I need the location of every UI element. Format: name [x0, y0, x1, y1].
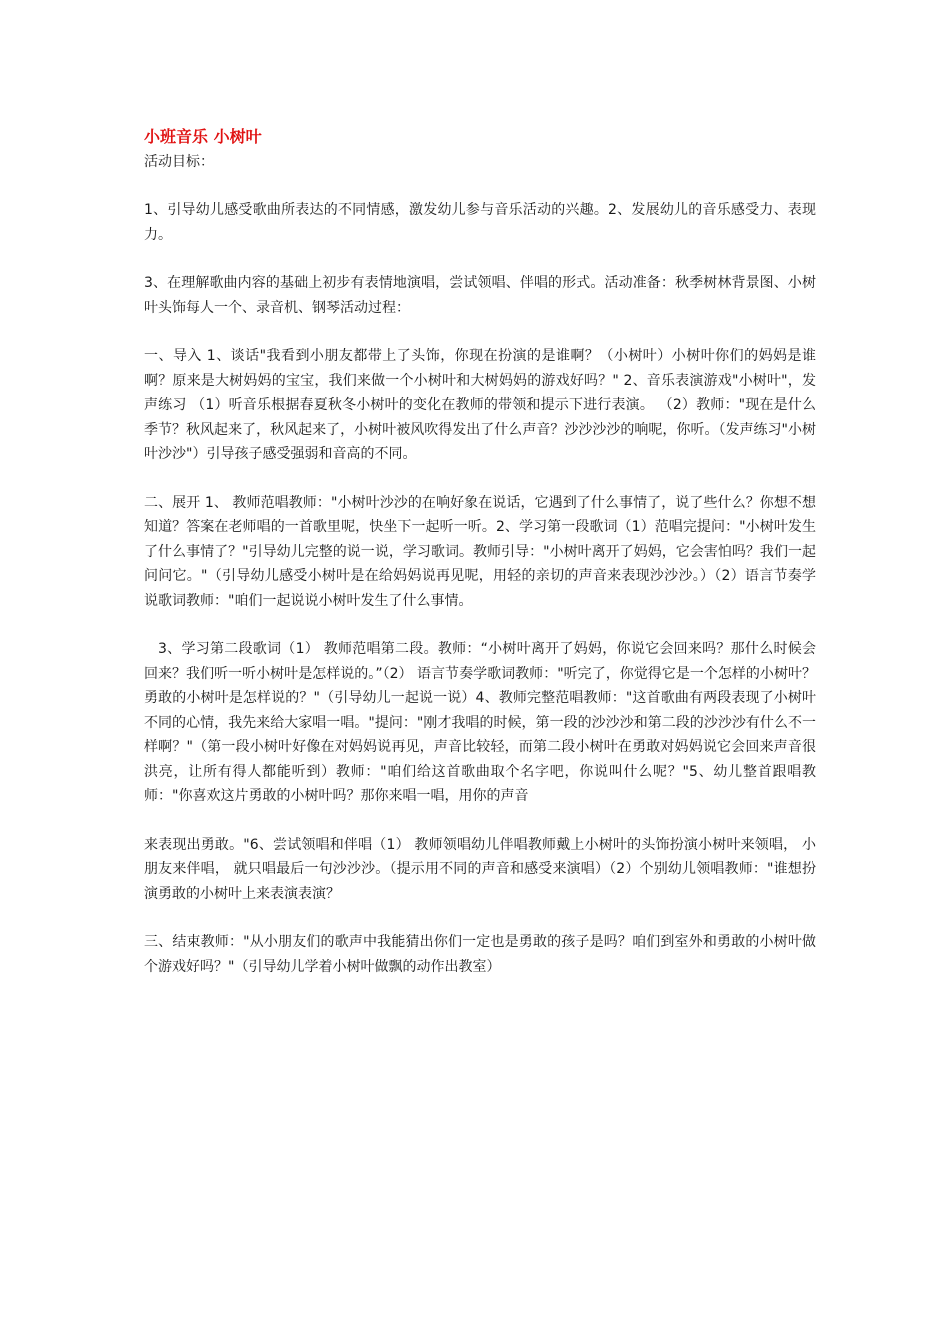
paragraph-conclusion: 三、结束教师："从小朋友们的歌声中我能猜出你们一定也是勇敢的孩子是吗？咱们到室外和勇敢的小树叶做个游戏好吗？"（引导幼儿学着小树叶做飘的动作出教室） [144, 934, 816, 975]
document-page [144, 124, 816, 979]
paragraph-second-verse: 3、学习第二段歌词（1） 教师范唱第二段。教师：“小树叶离开了妈妈，你说它会回来吗？那什么时候会回来？我们听一听小树叶是怎样说的。”（2） 语言节奏学歌词教师："听完了，你觉得它是一个怎样的小树叶？勇敢的小树叶是怎样说的？"（引导幼儿一起说一说）4、教师完整范唱教师："这首歌曲有两段表现了小树叶不同的心情，我先来给大家唱一唱。"提问："刚才我唱的时候，第一段的沙沙沙和第二段的沙沙沙有什么不一样啊？"（第一段小树叶好像在对妈妈说再见，声音比较轻，而第二段小树叶在勇敢对妈妈说它会回来声音很洪亮，让所有得人都能听到）教师："咱们给这首歌曲取个名字吧，你说叫什么呢？"5、幼儿整首跟唱教师："你喜欢这片勇敢的小树叶吗？那你来唱一唱，用你的声音 [144, 641, 816, 804]
paragraph-introduction: 一、导入 1、谈话"我看到小朋友都带上了头饰，你现在扮演的是谁啊？（小树叶）小树叶你们的妈妈是谁啊？原来是大树妈妈的宝宝，我们来做一个小树叶和大树妈妈的游戏好吗？" 2、音乐表演游戏"小树叶"，发声练习 （1）听音乐根据春夏秋冬小树叶的变化在教师的带领和提示下进行表演。 （2）教师："现在是什么季节？秋风起来了，秋风起来了，小树叶被风吹得发出了什么声音？沙沙沙沙的响呢，你听。（发声练习"小树叶沙沙"）引导孩子感受强弱和音高的不同。 [144, 348, 816, 462]
document-title: 小班音乐 小树叶 [144, 127, 262, 146]
paragraph-goals-1-2: 1、引导幼儿感受歌曲所表达的不同情感，激发幼儿参与音乐活动的兴趣。2、发展幼儿的音乐感受力、表现力。 [144, 202, 816, 243]
goal-heading: 活动目标： [144, 154, 214, 170]
paragraph-development: 二、展开 1、 教师范唱教师："小树叶沙沙的在响好象在说话，它遇到了什么事情了，说了些什么？你想不想知道？答案在老师唱的一首歌里呢，快坐下一起听一听。2、学习第一段歌词（1）范唱完提问："小树叶发生了什么事情了？"引导幼儿完整的说一说，学习歌词。教师引导："小树叶离开了妈妈，它会害怕吗？我们一起问问它。"（引导幼儿感受小树叶是在给妈妈说再见呢，用轻的亲切的声音来表现沙沙沙。）（2）语言节奏学说歌词教师："咱们一起说说小树叶发生了什么事情。 [144, 494, 816, 609]
paragraph-lead-singing: 来表现出勇敢。"6、尝试领唱和伴唱（1） 教师领唱幼儿伴唱教师戴上小树叶的头饰扮演小树叶来领唱， 小朋友来伴唱， 就只唱最后一句沙沙沙。（提示用不同的声音和感受来演唱）（2）个别幼儿领唱教师："谁想扮演勇敢的小树叶上来表演表演？ [144, 836, 816, 902]
paragraph-goal-3-preparation: 3、在理解歌曲内容的基础上初步有表情地演唱，尝试领唱、伴唱的形式。活动准备：秋季树林背景图、小树叶头饰每人一个、录音机、钢琴活动过程： [144, 275, 816, 316]
